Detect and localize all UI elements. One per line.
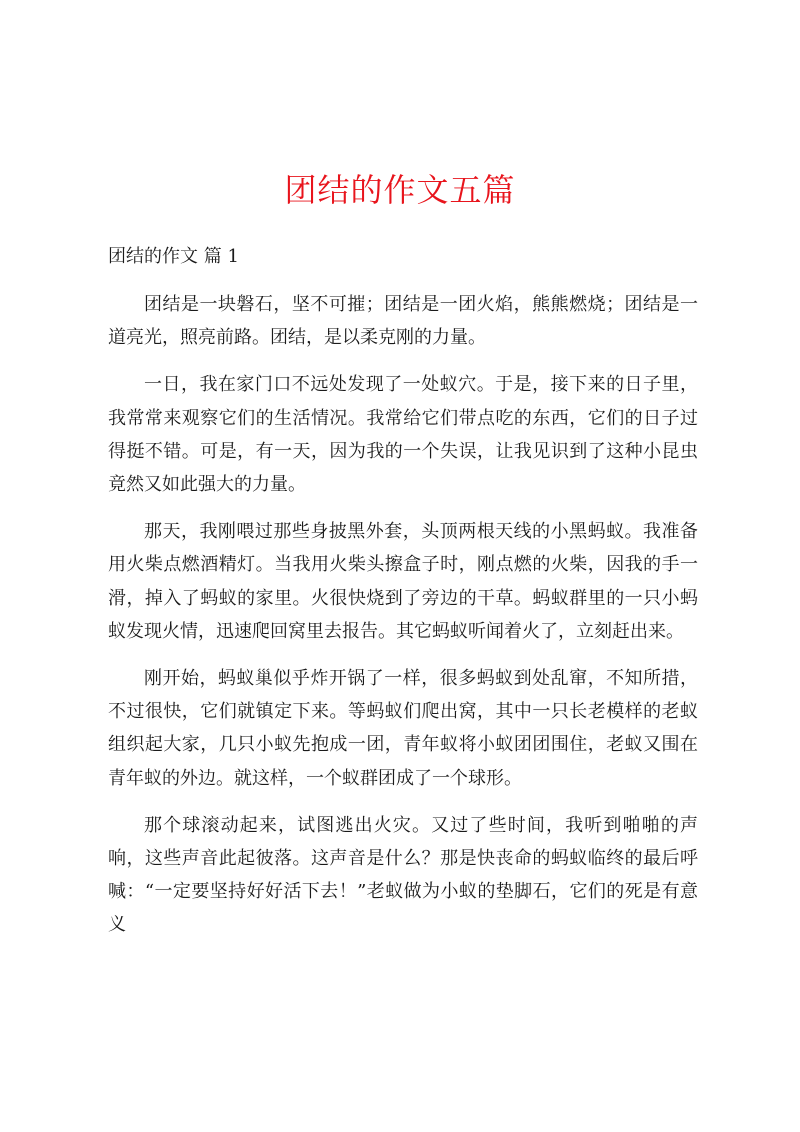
essay-subtitle: 团结的作文 篇 1 (108, 246, 239, 267)
paragraph-3: 那天，我刚喂过那些身披黑外套，头顶两根天线的小黑蚂蚁。我准备用火柴点燃酒精灯。当我用火柴头擦盒子时，刚点燃的火柴，因我的手一滑，掉入了蚂蚁的家里。火很快烧到了旁边的干草。蚂蚁群里的一只小蚂蚁发现火情，迅速爬回窝里去报告。其它蚂蚁听闻着火了，立刻赶出来。 (108, 521, 698, 642)
paragraph-4: 刚开始，蚂蚁巢似乎炸开锅了一样，很多蚂蚁到处乱窜，不知所措，不过很快，它们就镇定下来。等蚂蚁们爬出窝，其中一只长老模样的老蚁组织起大家，几只小蚁先抱成一团，青年蚁将小蚁团团围住，老蚁又围在青年蚁的外边。就这样，一个蚁群团成了一个球形。 (108, 668, 698, 789)
paragraph-2: 一日，我在家门口不远处发现了一处蚁穴。于是，接下来的日子里，我常常来观察它们的生活情况。我常给它们带点吃的东西，它们的日子过得挺不错。可是，有一天，因为我的一个失误，让我见识到了这种小昆虫竟然又如此强大的力量。 (108, 374, 698, 496)
paragraph-5: 那个球滚动起来，试图逃出火灾。又过了些时间，我听到啪啪的声响，这些声音此起彼落。这声音是什么？那是快丧命的蚂蚁临终的最后呼喊：“一定要坚持好好活下去！”老蚁做为小蚁的垫脚石，它们的死是有意义 (108, 814, 698, 936)
document-title: 团结的作文五篇 (284, 171, 516, 209)
document-body (108, 242, 698, 956)
paragraph-1: 团结是一块磐石，坚不可摧；团结是一团火焰，熊熊燃烧；团结是一道亮光，照亮前路。团结，是以柔克刚的力量。 (108, 294, 698, 349)
